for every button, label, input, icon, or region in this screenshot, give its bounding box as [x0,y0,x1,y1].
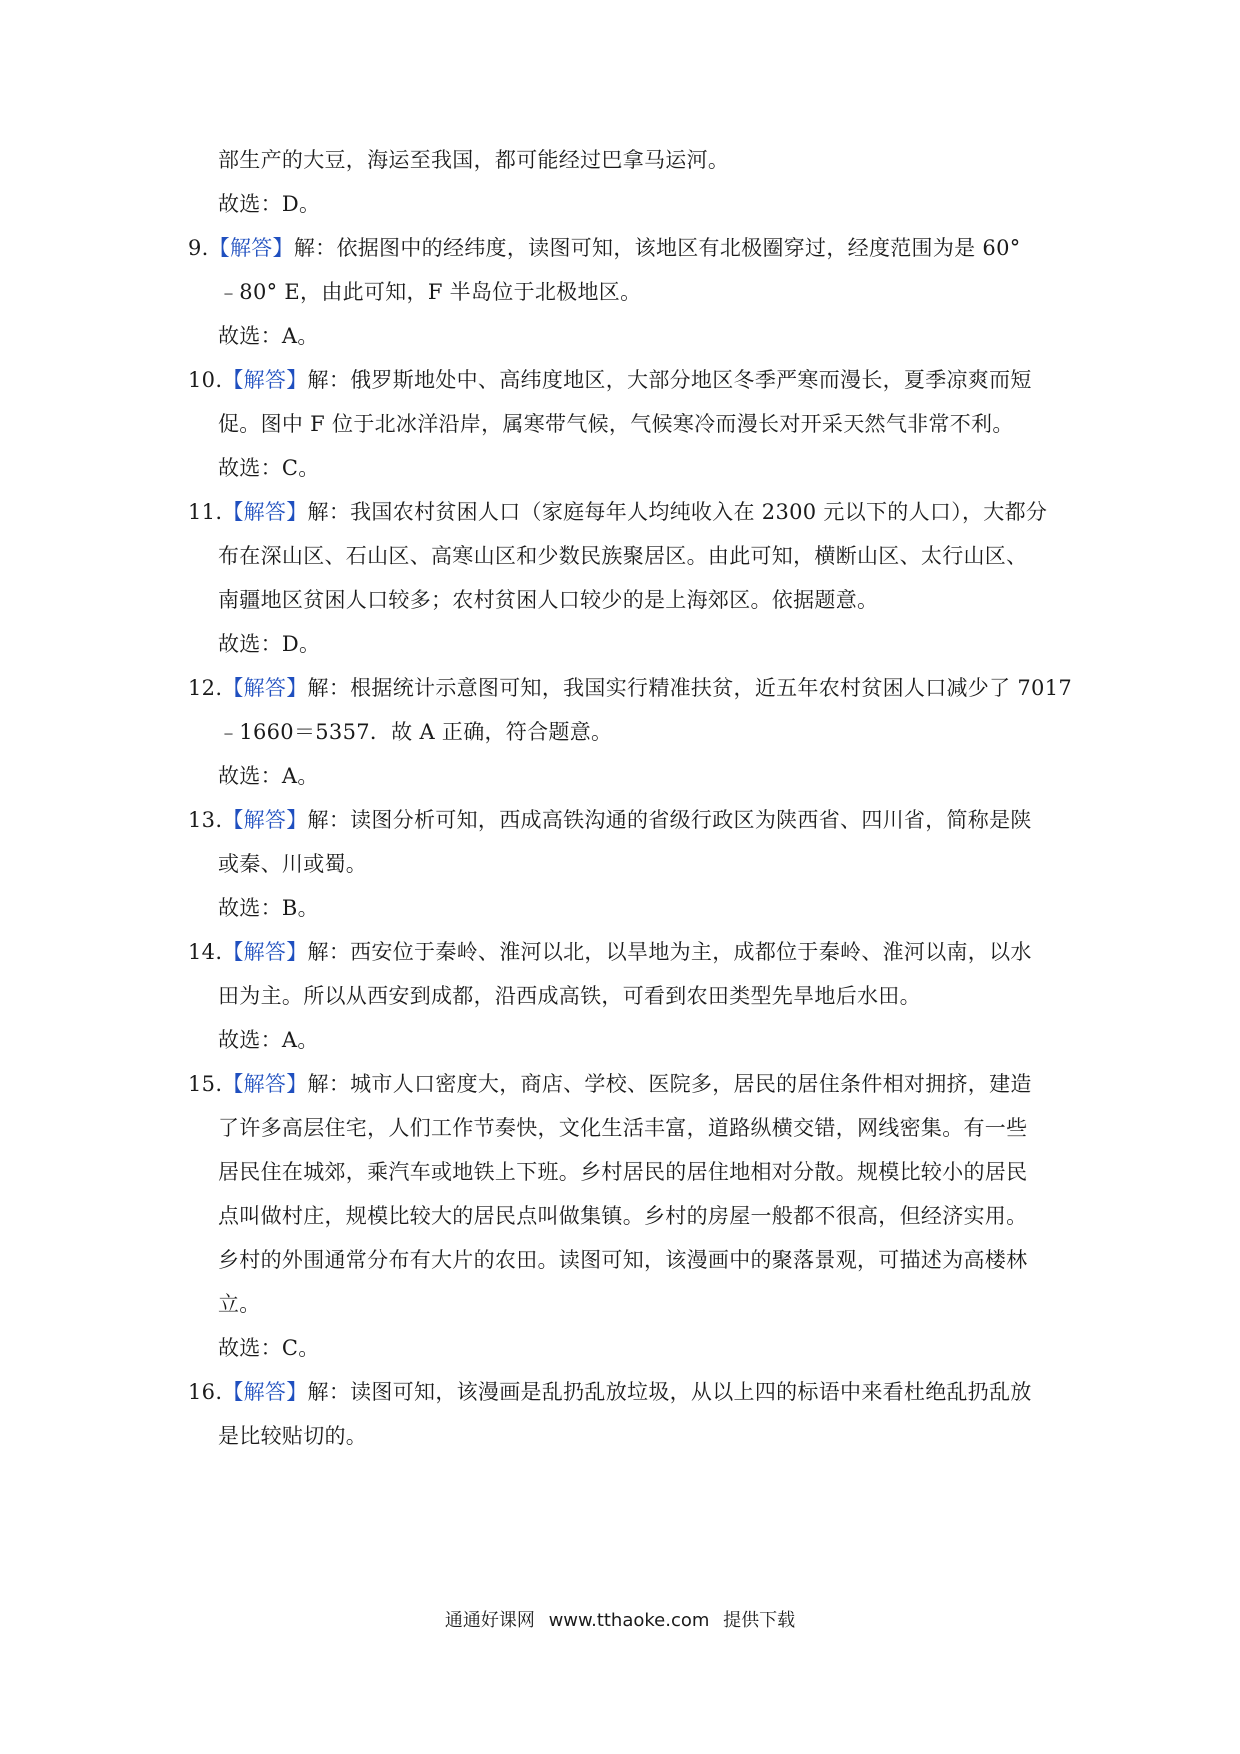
answer-tag: 【解答】 [208,236,294,260]
footer-site-name: 通通好课网 [444,1610,535,1631]
answer-line: 解：西安位于秦岭、淮河以北，以旱地为主，成都位于秦岭、淮河以南，以水 [307,940,1032,964]
answer-line: 解：我国农村贫困人口（家庭每年人均纯收入在 2300 元以下的人口），大都分 [307,500,1048,524]
answer-choice: 故选：D。 [218,632,321,656]
answer-line: 是比较贴切的。 [218,1424,368,1448]
answer-tag: 【解答】 [222,808,308,832]
answer-tag: 【解答】 [222,940,308,964]
answer-item-10 [188,366,1032,394]
answer-line: 立。 [218,1292,261,1316]
answer-choice: 故选：C。 [218,1336,320,1360]
answer-line: ﹣1660＝5357．故 A 正确，符合题意。 [218,720,613,744]
item-number: 9. [188,236,209,260]
answer-line: ﹣80° E，由此可知，F 半岛位于北极地区。 [218,280,642,304]
answer-line: 或秦、川或蜀。 [218,852,368,876]
answer-tag: 【解答】 [222,676,308,700]
answer-item-9 [188,234,1021,262]
answer-line: 解：读图可知，该漫画是乱扔乱放垃圾，从以上四的标语中来看杜绝乱扔乱放 [307,1380,1032,1404]
item-number: 13. [188,808,223,832]
answer-tag: 【解答】 [222,368,308,392]
answer-tag: 【解答】 [222,500,308,524]
footer-url[interactable]: www.tthaoke.com [548,1610,710,1631]
page-footer [0,1606,1240,1632]
answer-item-13 [188,806,1032,834]
answer-line: 点叫做村庄，规模比较大的居民点叫做集镇。乡村的房屋一般都不很高，但经济实用。 [218,1204,1028,1228]
answer-item-15 [188,1070,1032,1098]
answer-item-11 [188,498,1047,526]
answer-item-14 [188,938,1032,966]
answer-line: 解：城市人口密度大，商店、学校、医院多，居民的居住条件相对拥挤，建造 [307,1072,1032,1096]
answer-tag: 【解答】 [222,1072,308,1096]
answer-line: 解：根据统计示意图可知，我国实行精准扶贫，近五年农村贫困人口减少了 7017 [307,676,1073,700]
item-number: 11. [188,500,223,524]
answer-item-12 [188,674,1072,702]
answer-line: 居民住在城郊，乘汽车或地铁上下班。乡村居民的居住地相对分散。规模比较小的居民 [218,1160,1028,1184]
answer-tag: 【解答】 [222,1380,308,1404]
item-number: 12. [188,676,223,700]
answer-choice: 故选：A。 [218,1028,319,1052]
footer-note: 提供下载 [723,1610,796,1631]
answer-choice: 故选：A。 [218,324,319,348]
answer-line: 部生产的大豆，海运至我国，都可能经过巴拿马运河。 [218,148,730,172]
answer-line: 布在深山区、石山区、高寒山区和少数民族聚居区。由此可知，横断山区、太行山区、 [218,544,1028,568]
answer-line: 解：依据图中的经纬度，读图可知，该地区有北极圈穿过，经度范围为是 60° [293,236,1021,260]
item-number: 10. [188,368,223,392]
item-number: 14. [188,940,223,964]
answer-line: 了许多高层住宅，人们工作节奏快，文化生活丰富，道路纵横交错，网线密集。有一些 [218,1116,1028,1140]
answer-item-16 [188,1378,1032,1406]
answer-line: 南疆地区贫困人口较多；农村贫困人口较少的是上海郊区。依据题意。 [218,588,879,612]
answer-choice: 故选：A。 [218,764,319,788]
item-number: 16. [188,1380,223,1404]
answer-line: 田为主。所以从西安到成都，沿西成高铁，可看到农田类型先旱地后水田。 [218,984,921,1008]
answer-choice: 故选：B。 [218,896,319,920]
answer-line: 解：读图分析可知，西成高铁沟通的省级行政区为陕西省、四川省，简称是陕 [307,808,1032,832]
answer-choice: 故选：C。 [218,456,320,480]
item-number: 15. [188,1072,223,1096]
answer-choice: 故选：D。 [218,192,321,216]
answer-line: 促。图中 F 位于北冰洋沿岸，属寒带气候，气候寒冷而漫长对开采天然气非常不利。 [218,412,1014,436]
answer-line: 解：俄罗斯地处中、高纬度地区，大部分地区冬季严寒而漫长，夏季凉爽而短 [307,368,1032,392]
answer-line: 乡村的外围通常分布有大片的农田。读图可知，该漫画中的聚落景观，可描述为高楼林 [218,1248,1028,1272]
